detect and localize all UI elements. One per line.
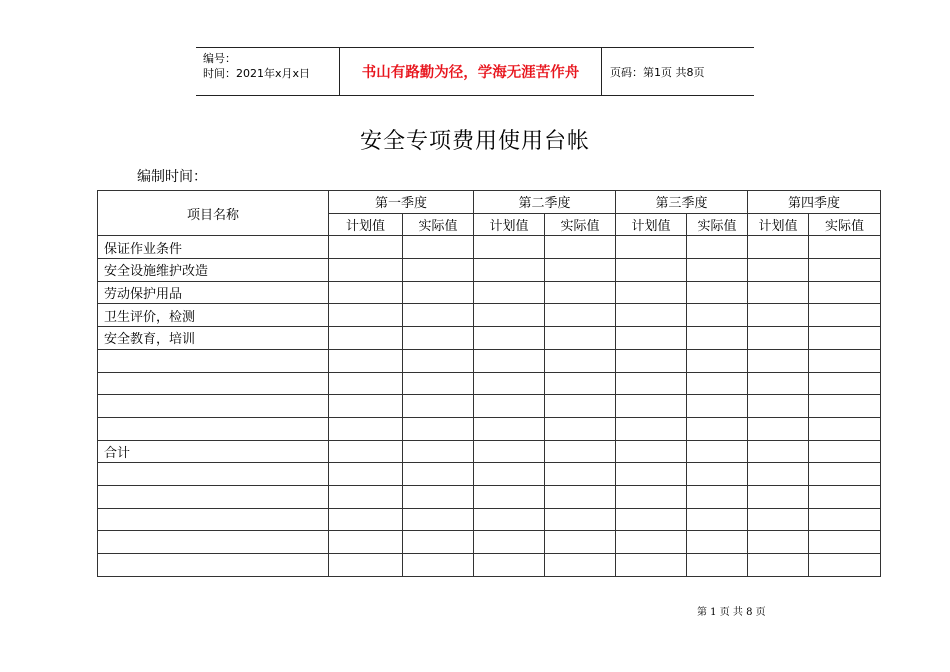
value-cell[interactable] bbox=[403, 259, 474, 282]
value-cell[interactable] bbox=[403, 531, 474, 554]
value-cell[interactable] bbox=[329, 327, 403, 350]
table-row bbox=[98, 259, 881, 282]
value-cell[interactable] bbox=[748, 372, 809, 395]
value-cell[interactable] bbox=[748, 417, 809, 440]
page-title: 安全专项费用使用台帐 bbox=[359, 129, 590, 154]
value-cell[interactable] bbox=[545, 349, 616, 372]
expense-ledger-table bbox=[97, 190, 881, 577]
value-cell[interactable] bbox=[403, 417, 474, 440]
value-cell[interactable] bbox=[809, 463, 881, 486]
value-cell[interactable] bbox=[329, 485, 403, 508]
value-cell[interactable] bbox=[687, 440, 748, 463]
value-cell[interactable] bbox=[474, 349, 545, 372]
table-row bbox=[98, 349, 881, 372]
item-name-cell: 合计 bbox=[98, 440, 329, 463]
table-row bbox=[98, 554, 881, 577]
item-name-cell bbox=[98, 463, 329, 486]
value-cell[interactable] bbox=[616, 508, 687, 531]
motto-text: 书山有路勤为径，学海无涯苦作舟 bbox=[340, 48, 602, 95]
value-cell[interactable] bbox=[748, 463, 809, 486]
value-cell[interactable] bbox=[329, 395, 403, 418]
value-cell[interactable] bbox=[748, 554, 809, 577]
value-cell[interactable] bbox=[748, 531, 809, 554]
value-cell[interactable] bbox=[474, 304, 545, 327]
value-cell[interactable] bbox=[748, 395, 809, 418]
page-code: 页码：第1页 共8页 bbox=[610, 65, 705, 79]
value-cell[interactable] bbox=[687, 349, 748, 372]
value-cell[interactable] bbox=[474, 327, 545, 350]
value-cell[interactable] bbox=[809, 531, 881, 554]
value-cell[interactable] bbox=[403, 349, 474, 372]
value-cell[interactable] bbox=[403, 236, 474, 259]
value-cell[interactable] bbox=[616, 531, 687, 554]
value-cell[interactable] bbox=[329, 304, 403, 327]
value-cell[interactable] bbox=[545, 372, 616, 395]
value-cell[interactable] bbox=[616, 395, 687, 418]
value-cell[interactable] bbox=[687, 531, 748, 554]
value-cell[interactable] bbox=[809, 349, 881, 372]
value-cell[interactable] bbox=[809, 236, 881, 259]
value-cell[interactable] bbox=[545, 304, 616, 327]
item-name-header: 项目名称 bbox=[98, 191, 329, 236]
value-cell[interactable] bbox=[687, 417, 748, 440]
value-cell[interactable] bbox=[474, 259, 545, 282]
value-cell[interactable] bbox=[748, 259, 809, 282]
time-label: 时间：2021年x月x日 bbox=[203, 67, 311, 80]
table-row bbox=[98, 327, 881, 350]
table-row bbox=[98, 417, 881, 440]
value-cell[interactable] bbox=[748, 485, 809, 508]
item-name-cell bbox=[98, 485, 329, 508]
value-cell[interactable] bbox=[403, 463, 474, 486]
table-row bbox=[98, 531, 881, 554]
value-cell[interactable] bbox=[809, 485, 881, 508]
table-row bbox=[98, 236, 881, 259]
table-row bbox=[98, 304, 881, 327]
q1-planned-header: 计划值 bbox=[329, 213, 403, 236]
value-cell[interactable] bbox=[748, 327, 809, 350]
value-cell[interactable] bbox=[329, 463, 403, 486]
value-cell[interactable] bbox=[616, 463, 687, 486]
value-cell[interactable] bbox=[474, 463, 545, 486]
value-cell[interactable] bbox=[403, 304, 474, 327]
value-cell[interactable] bbox=[616, 372, 687, 395]
value-cell[interactable] bbox=[809, 417, 881, 440]
value-cell[interactable] bbox=[474, 485, 545, 508]
quarter-4-header: 第四季度 bbox=[748, 191, 881, 214]
value-cell[interactable] bbox=[809, 304, 881, 327]
value-cell[interactable] bbox=[616, 236, 687, 259]
value-cell[interactable] bbox=[403, 554, 474, 577]
document-header bbox=[196, 47, 754, 96]
value-cell[interactable] bbox=[809, 372, 881, 395]
value-cell[interactable] bbox=[687, 259, 748, 282]
value-cell[interactable] bbox=[687, 236, 748, 259]
value-cell[interactable] bbox=[616, 485, 687, 508]
quarter-2-header: 第二季度 bbox=[474, 191, 616, 214]
q3-actual-header: 实际值 bbox=[687, 213, 748, 236]
value-cell[interactable] bbox=[748, 349, 809, 372]
item-name-cell: 安全教育，培训 bbox=[98, 327, 329, 350]
value-cell[interactable] bbox=[545, 463, 616, 486]
value-cell[interactable] bbox=[687, 281, 748, 304]
value-cell[interactable] bbox=[329, 440, 403, 463]
table-row bbox=[98, 281, 881, 304]
table-row bbox=[98, 440, 881, 463]
value-cell[interactable] bbox=[687, 485, 748, 508]
value-cell[interactable] bbox=[687, 372, 748, 395]
value-cell[interactable] bbox=[616, 259, 687, 282]
value-cell[interactable] bbox=[616, 327, 687, 350]
value-cell[interactable] bbox=[329, 417, 403, 440]
item-name-cell bbox=[98, 554, 329, 577]
value-cell[interactable] bbox=[748, 440, 809, 463]
value-cell[interactable] bbox=[403, 281, 474, 304]
value-cell[interactable] bbox=[474, 236, 545, 259]
value-cell[interactable] bbox=[545, 236, 616, 259]
value-cell[interactable] bbox=[403, 440, 474, 463]
item-name-cell bbox=[98, 508, 329, 531]
value-cell[interactable] bbox=[545, 531, 616, 554]
value-cell[interactable] bbox=[403, 327, 474, 350]
value-cell[interactable] bbox=[687, 304, 748, 327]
value-cell[interactable] bbox=[616, 440, 687, 463]
value-cell[interactable] bbox=[403, 508, 474, 531]
value-cell[interactable] bbox=[474, 554, 545, 577]
value-cell[interactable] bbox=[545, 259, 616, 282]
value-cell[interactable] bbox=[809, 554, 881, 577]
value-cell[interactable] bbox=[809, 395, 881, 418]
value-cell[interactable] bbox=[474, 440, 545, 463]
quarter-1-header: 第一季度 bbox=[329, 191, 474, 214]
item-name-cell bbox=[98, 417, 329, 440]
item-name-cell bbox=[98, 372, 329, 395]
value-cell[interactable] bbox=[474, 395, 545, 418]
value-cell[interactable] bbox=[687, 463, 748, 486]
value-cell[interactable] bbox=[474, 281, 545, 304]
value-cell[interactable] bbox=[748, 304, 809, 327]
item-name-cell bbox=[98, 531, 329, 554]
value-cell[interactable] bbox=[329, 372, 403, 395]
value-cell[interactable] bbox=[545, 554, 616, 577]
value-cell[interactable] bbox=[545, 508, 616, 531]
value-cell[interactable] bbox=[616, 417, 687, 440]
ledger-body bbox=[98, 236, 881, 576]
value-cell[interactable] bbox=[616, 304, 687, 327]
value-cell[interactable] bbox=[748, 281, 809, 304]
value-cell[interactable] bbox=[329, 508, 403, 531]
value-cell[interactable] bbox=[474, 531, 545, 554]
value-cell[interactable] bbox=[748, 508, 809, 531]
q4-planned-header: 计划值 bbox=[748, 213, 809, 236]
value-cell[interactable] bbox=[545, 440, 616, 463]
page-footer: 第 1 页 共 8 页 bbox=[697, 607, 766, 618]
value-cell[interactable] bbox=[809, 327, 881, 350]
value-cell[interactable] bbox=[809, 440, 881, 463]
item-name-cell: 卫生评价，检测 bbox=[98, 304, 329, 327]
item-name-cell: 保证作业条件 bbox=[98, 236, 329, 259]
value-cell[interactable] bbox=[329, 281, 403, 304]
value-cell[interactable] bbox=[809, 508, 881, 531]
value-cell[interactable] bbox=[545, 417, 616, 440]
table-row bbox=[98, 463, 881, 486]
table-row bbox=[98, 485, 881, 508]
value-cell[interactable] bbox=[616, 554, 687, 577]
value-cell[interactable] bbox=[545, 281, 616, 304]
q4-actual-header: 实际值 bbox=[809, 213, 881, 236]
value-cell[interactable] bbox=[329, 531, 403, 554]
q1-actual-header: 实际值 bbox=[403, 213, 474, 236]
number-label: 编号： bbox=[203, 52, 236, 65]
item-name-cell bbox=[98, 395, 329, 418]
value-cell[interactable] bbox=[687, 327, 748, 350]
value-cell[interactable] bbox=[474, 508, 545, 531]
item-name-cell: 安全设施维护改造 bbox=[98, 259, 329, 282]
table-row bbox=[98, 372, 881, 395]
value-cell[interactable] bbox=[809, 281, 881, 304]
value-cell[interactable] bbox=[616, 281, 687, 304]
q3-planned-header: 计划值 bbox=[616, 213, 687, 236]
value-cell[interactable] bbox=[616, 349, 687, 372]
value-cell[interactable] bbox=[329, 236, 403, 259]
q2-planned-header: 计划值 bbox=[474, 213, 545, 236]
value-cell[interactable] bbox=[474, 372, 545, 395]
value-cell[interactable] bbox=[545, 485, 616, 508]
value-cell[interactable] bbox=[403, 372, 474, 395]
value-cell[interactable] bbox=[403, 485, 474, 508]
value-cell[interactable] bbox=[687, 395, 748, 418]
table-row bbox=[98, 508, 881, 531]
value-cell[interactable] bbox=[545, 327, 616, 350]
q2-actual-header: 实际值 bbox=[545, 213, 616, 236]
table-row bbox=[98, 395, 881, 418]
compile-time-label: 编制时间： bbox=[137, 169, 207, 185]
value-cell[interactable] bbox=[545, 395, 616, 418]
value-cell[interactable] bbox=[329, 259, 403, 282]
value-cell[interactable] bbox=[809, 259, 881, 282]
header-info-cell bbox=[196, 48, 340, 95]
value-cell[interactable] bbox=[403, 395, 474, 418]
value-cell[interactable] bbox=[687, 554, 748, 577]
value-cell[interactable] bbox=[329, 349, 403, 372]
item-name-cell bbox=[98, 349, 329, 372]
value-cell[interactable] bbox=[748, 236, 809, 259]
value-cell[interactable] bbox=[474, 417, 545, 440]
quarter-3-header: 第三季度 bbox=[616, 191, 748, 214]
value-cell[interactable] bbox=[329, 554, 403, 577]
item-name-cell: 劳动保护用品 bbox=[98, 281, 329, 304]
value-cell[interactable] bbox=[687, 508, 748, 531]
